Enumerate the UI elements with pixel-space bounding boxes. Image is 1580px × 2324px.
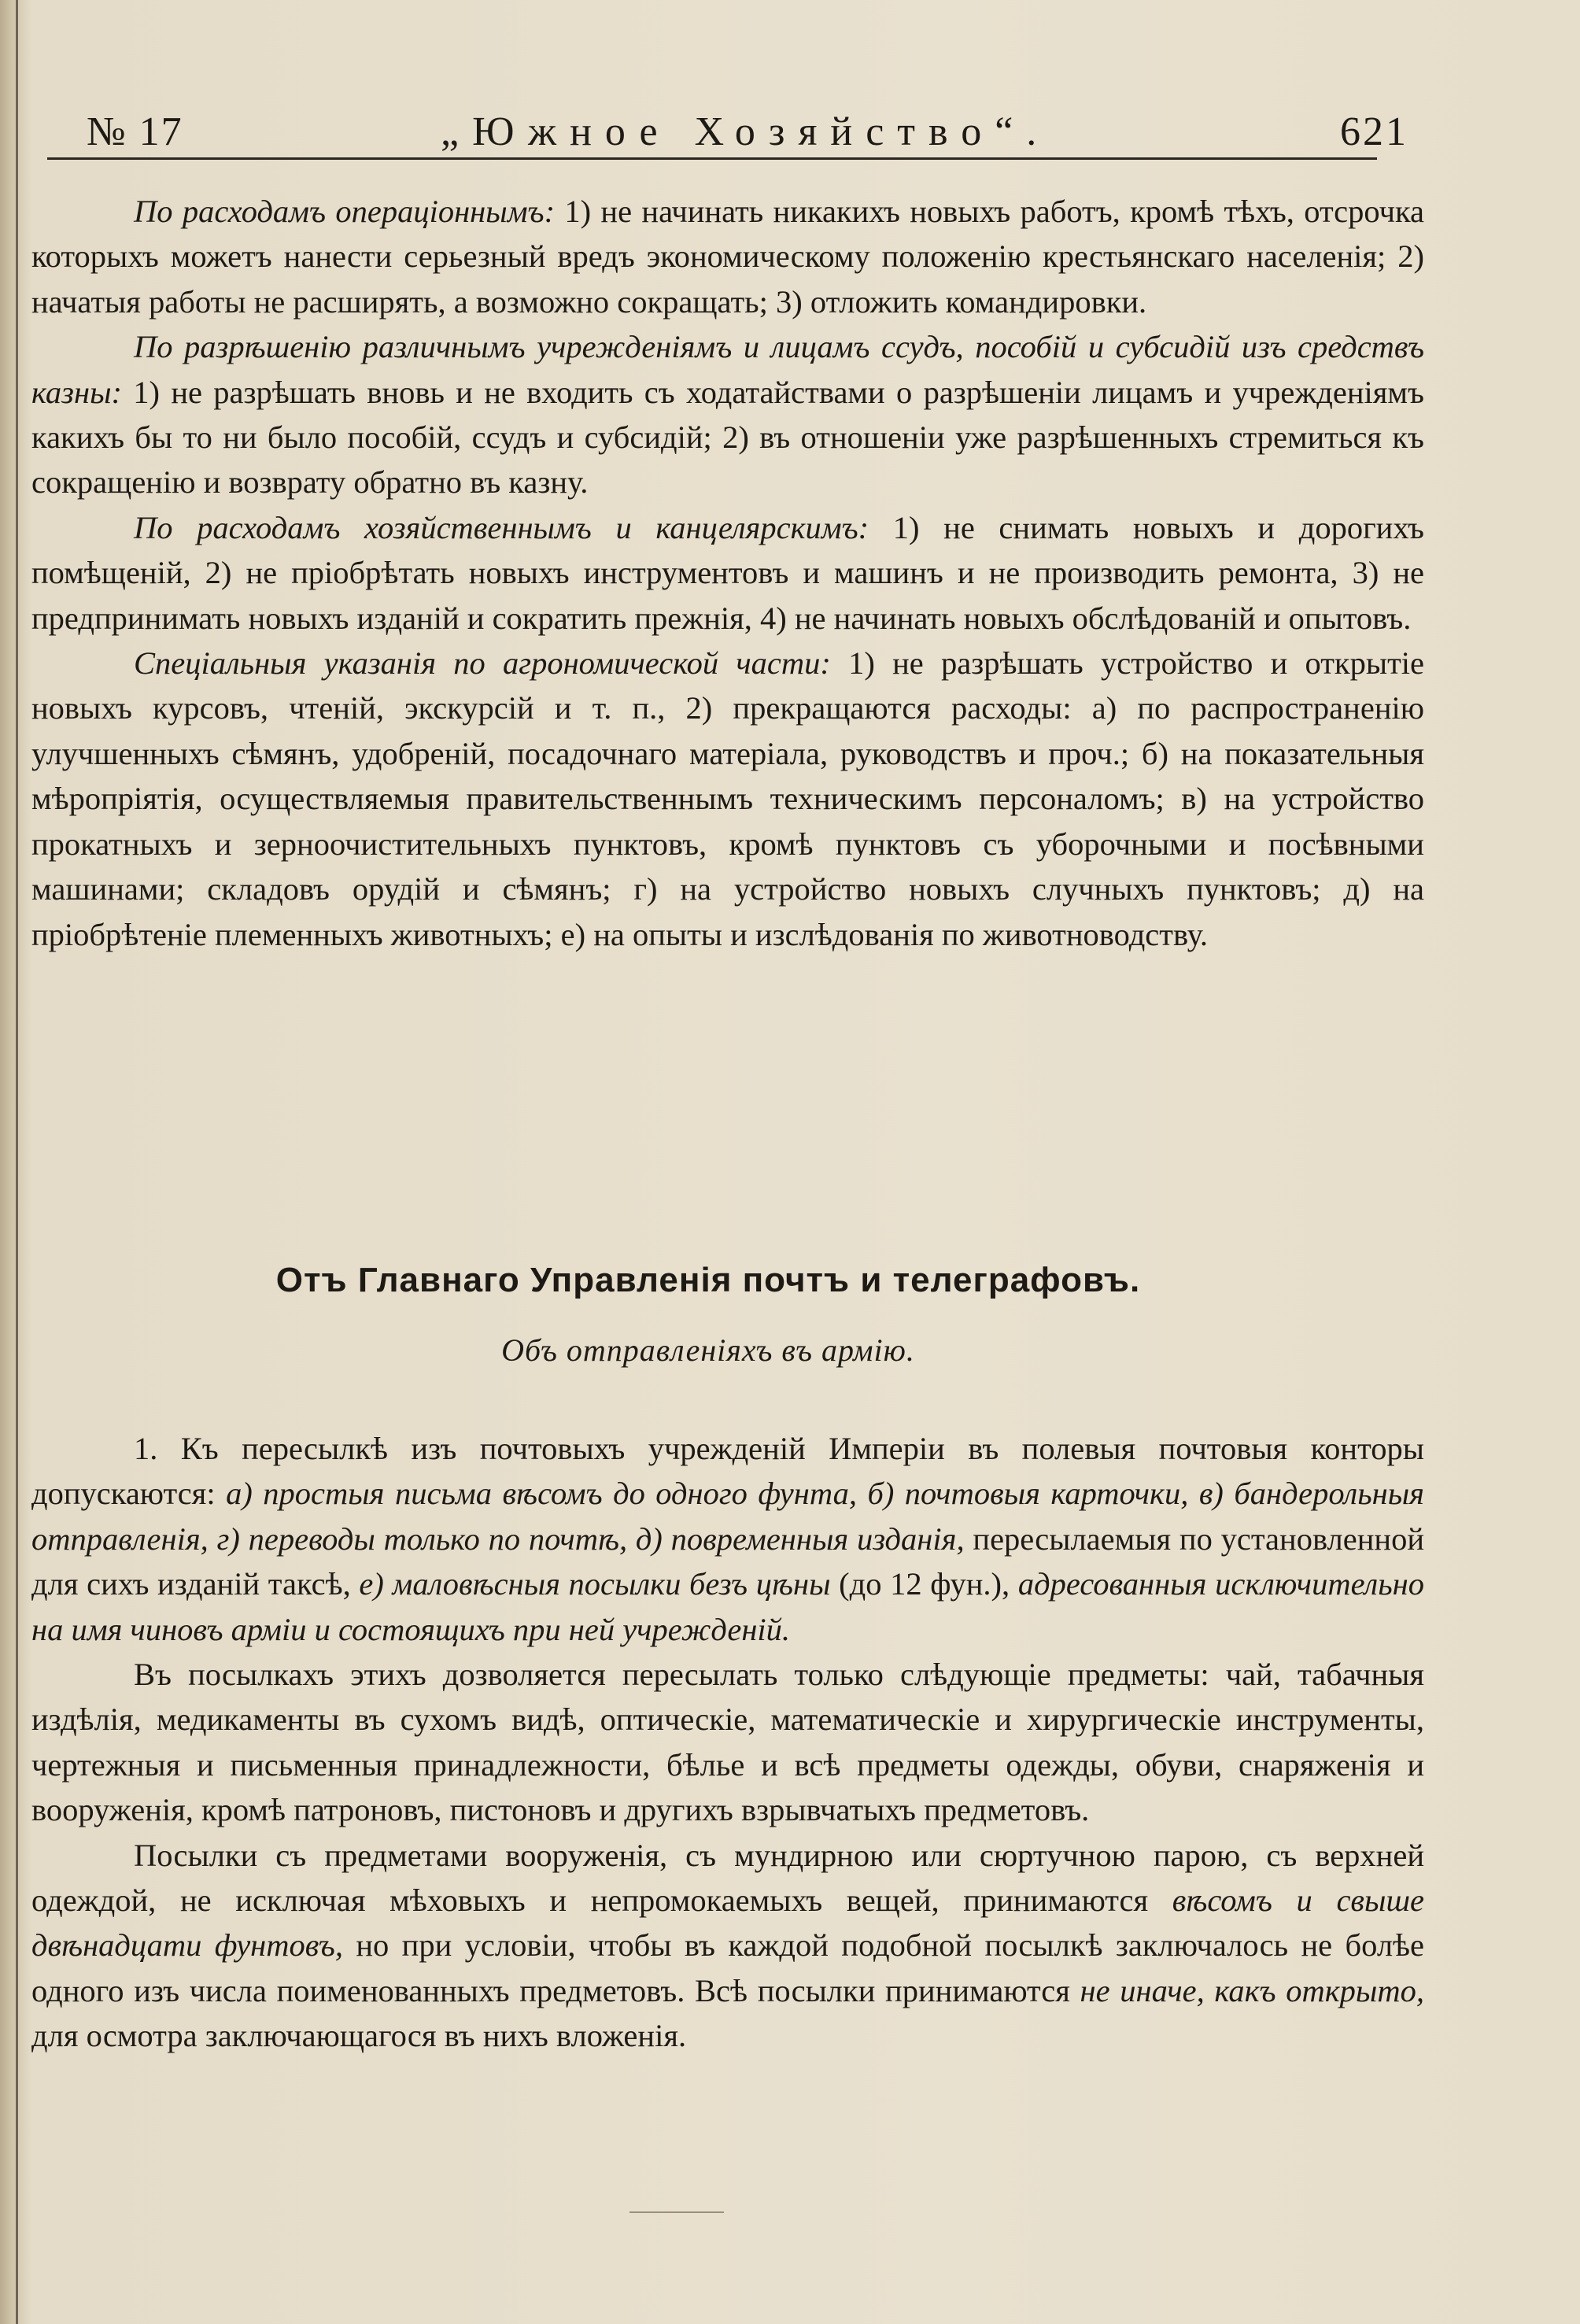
paragraph-text: 1) не разрѣшать вновь и не входить съ ходатайствами о разрѣшеніи лицамъ и учрежденіямъ какихъ бы то ни было пособій, ссудъ и субсидій; 2) въ отношеніи уже разрѣшенныхъ стремиться къ сокращенію и возврату обратно въ казну. xyxy=(31,374,1424,501)
paragraph-text: для осмотра заключающагося въ нихъ вложенія. xyxy=(31,2018,687,2054)
article-top xyxy=(31,189,1424,957)
paragraph-armament-parcels xyxy=(31,1833,1424,2059)
paragraph-loans-subsidies xyxy=(31,324,1424,505)
paragraph-text: 1. Къ пересылкѣ изъ почтовыхъ учрежденій Имперіи въ полевыя почтовыя конторы допускаются: xyxy=(31,1431,1424,1512)
paragraph-text: 1) не начинать никакихъ новыхъ работъ, кромѣ тѣхъ, отсрочка которыхъ можетъ нанести серьезный вредъ экономическому положенію крестьянскаго населенія; 2) начатыя работы не расширять, а возможно сокращать; 3) отложить командировки. xyxy=(31,194,1424,320)
binding-edge xyxy=(16,0,18,2324)
section-title: Отъ Главнаго Управленія почтъ и телеграфовъ. xyxy=(275,1261,1141,1299)
footer-divider xyxy=(629,2211,724,2213)
paragraph-agronomic-instructions xyxy=(31,641,1424,957)
paragraph-emphasis: вѣсомъ и свыше двѣнадцати фунтовъ, xyxy=(31,1882,1424,1964)
paragraph-lead: По расходамъ хозяйственнымъ и канцелярскимъ: xyxy=(134,509,869,545)
paragraph-household-expenses xyxy=(31,505,1424,641)
section-subtitle: Объ отправленіяхъ въ армію. xyxy=(501,1332,915,1368)
paragraph-operational-expenses xyxy=(31,189,1424,324)
paragraph-lead: Спеціальныя указанія по агрономической части: xyxy=(134,645,831,682)
paragraph-admitted-items xyxy=(31,1426,1424,1652)
header-divider xyxy=(47,157,1377,160)
paragraph-text: Посылки съ предметами вооруженія, съ мундирною или сюртучною парою, съ верхней одеждой, не исключая мѣховыхъ и непромокаемыхъ вещей, принимаются xyxy=(31,1837,1424,1919)
paragraph-emphasis: е) маловѣсныя посылки безъ цѣны xyxy=(359,1566,831,1602)
paragraph-allowed-contents xyxy=(31,1652,1424,1833)
paragraph-lead: По расходамъ операціоннымъ: xyxy=(134,194,556,229)
paragraph-text: но при условіи, чтобы въ каждой подобной посылкѣ заключалось не болѣе одного изъ числа поименованныхъ предметовъ. Всѣ посылки принимаются xyxy=(31,1927,1424,2008)
paragraph-lead: По разрѣшенію различнымъ учрежденіямъ и лицамъ ссудъ, пособій и субсидій изъ средствъ казны: xyxy=(31,329,1424,410)
paragraph-emphasis: а) простыя письма вѣсомъ до одного фунта, б) почтовыя карточки, в) бандерольныя отправленія, г) переводы только по почтѣ, д) повременныя изданія, xyxy=(31,1476,1424,1557)
page-number: 621 xyxy=(1340,109,1408,154)
paragraph-text: Въ посылкахъ этихъ дозволяется пересылать только слѣдующіе предметы: чай, табачныя издѣлія, медикаменты въ сухомъ видѣ, оптическіе, математическіе и хирургическіе инструменты, чертежныя и письменныя принадлежности, бѣлье и всѣ предметы одежды, обуви, снаряженія и вооруженія, кромѣ патроновъ, пистоновъ и другихъ взрывчатыхъ предметовъ. xyxy=(31,1657,1424,1828)
paragraph-text: (до 12 фун.), xyxy=(830,1566,1018,1602)
journal-title: „Южное Хозяйство“. xyxy=(441,109,1050,154)
paragraph-text: 1) не разрѣшать устройство и открытіе новыхъ курсовъ, чтеній, экскурсій и т. п., 2) прекращаются расходы: а) по распространенію улучшенныхъ сѣмянъ, удобреній, посадочнаго матеріала, руководствъ и проч.; б) на показательныя мѣропріятія, осуществляемыя правительственнымъ техническимъ персоналомъ; в) на устройство прокатныхъ и зерноочистительныхъ пунктовъ, кромѣ пунктовъ съ уборочными и посѣвными машинами; складовъ орудій и сѣмянъ; г) на устройство новыхъ случныхъ пунктовъ; д) на пріобрѣтеніе племенныхъ животныхъ; е) на опыты и изслѣдованія по животноводству. xyxy=(31,645,1425,952)
issue-number: № 17 xyxy=(87,109,183,154)
paragraph-emphasis: не иначе, какъ открыто, xyxy=(1080,1972,1424,2008)
article-bottom xyxy=(31,1426,1424,2059)
paragraph-text: 1) не снимать новыхъ и дорогихъ помѣщеній, 2) не пріобрѣтать новыхъ инструментовъ и машинъ и не производить ремонта, 3) не предпринимать новыхъ изданій и сократить прежнія, 4) не начинать новыхъ обслѣдованій и опытовъ. xyxy=(31,509,1424,636)
page-header xyxy=(87,109,1408,164)
paragraph-emphasis: адресованныя исключительно на имя чиновъ арміи и состоящихъ при ней учрежденій. xyxy=(31,1566,1424,1647)
paragraph-text: пересылаемыя по установленной для сихъ изданій таксѣ, xyxy=(31,1520,1424,1602)
